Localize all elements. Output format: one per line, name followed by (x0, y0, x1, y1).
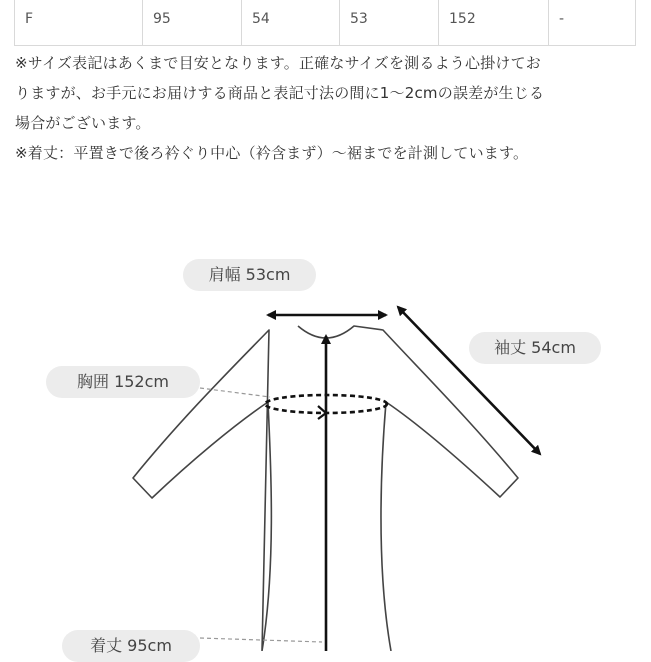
table-cell-shoulder: 53 (340, 0, 439, 46)
note-line: ※サイズ表記はあくまで目安となります。正確なサイズを測るよう心掛けてお (15, 54, 541, 72)
chest-leader-line (200, 388, 270, 397)
table-cell-other: - (549, 0, 636, 46)
shoulder-width-label: 肩幅 53cm (183, 259, 316, 291)
table-cell-length: 95 (143, 0, 242, 46)
table-cell-size: F (15, 0, 143, 46)
table-cell-chest: 152 (439, 0, 549, 46)
table-cell-sleeve: 54 (242, 0, 340, 46)
note-line: ※着丈：平置きで後ろ衿ぐり中心（衿含まず）〜裾までを計測しています。 (15, 144, 529, 162)
chest-label: 胸囲 152cm (46, 366, 200, 398)
length-leader-line (200, 638, 322, 642)
sleeve-length-label: 袖丈 54cm (469, 332, 601, 364)
total-length-label: 着丈 95cm (62, 630, 200, 662)
note-line: 場合がございます。 (15, 114, 151, 132)
dashed-guides (200, 388, 322, 642)
note-line: りますが、お手元にお届けする商品と表記寸法の間に1〜2cmの誤差が生じる (15, 84, 545, 102)
sleeve-arrow (398, 307, 540, 454)
